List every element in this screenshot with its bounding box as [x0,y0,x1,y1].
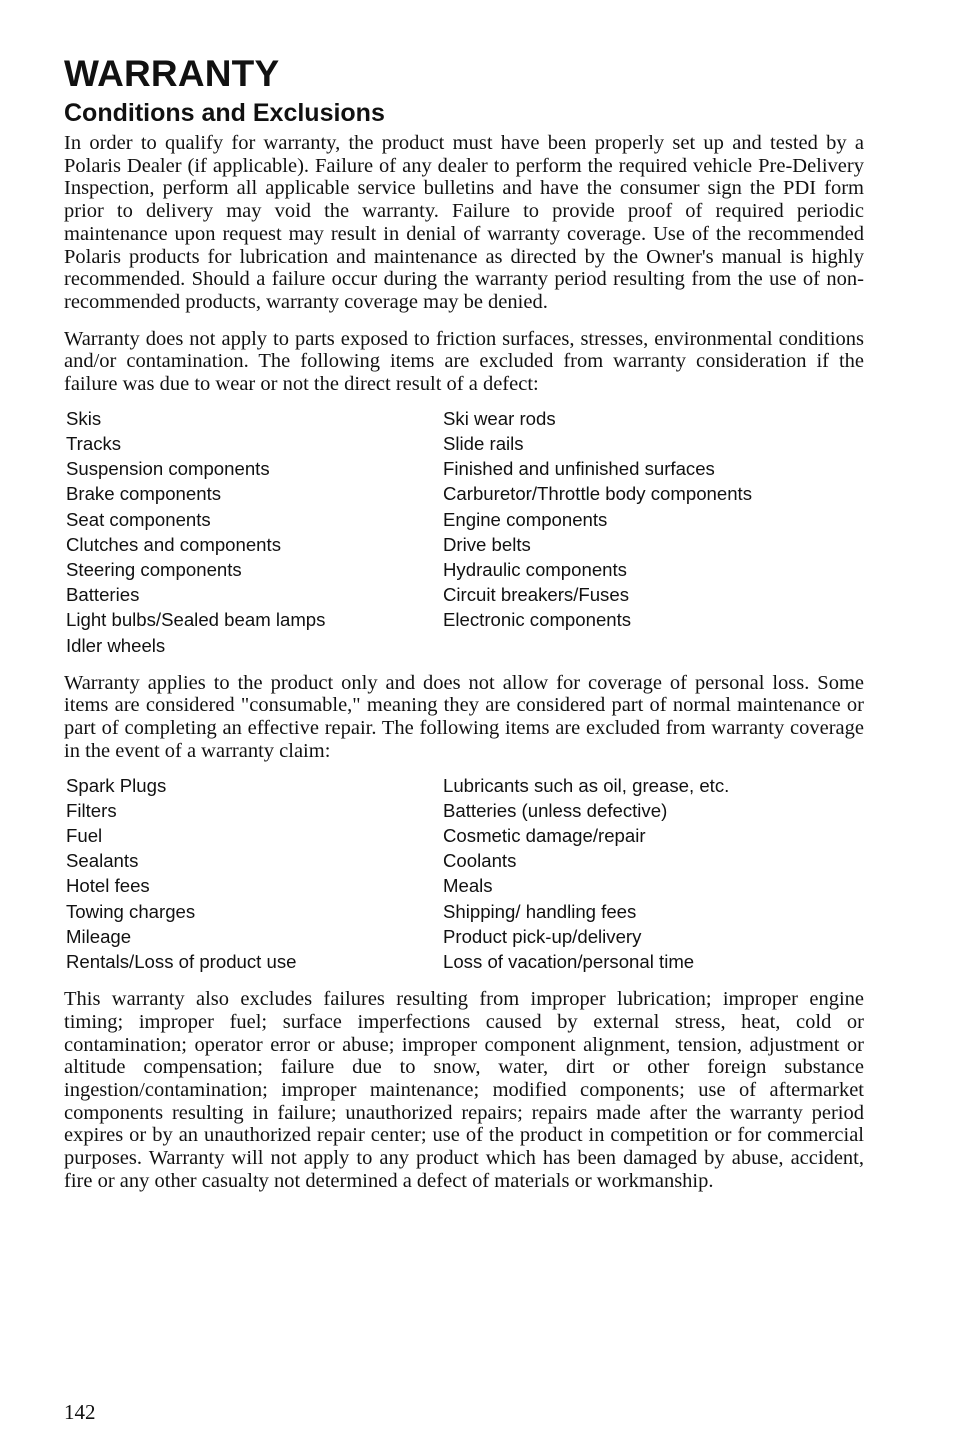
list-item: Ski wear rods [443,407,556,429]
wear-items-list [66,406,864,658]
list-item: Mileage [66,925,132,947]
page-number: 142 [64,1400,96,1424]
list-item: Sealants [66,850,139,872]
list-item: Spark Plugs [66,774,167,796]
list-item: Clutches and components [66,533,281,555]
list-item: Shipping/ handling fees [443,900,637,922]
list-item: Light bulbs/Sealed beam lamps [66,609,326,631]
list-item: Coolants [443,850,517,872]
list-item: Brake components [66,483,222,505]
list-item: Skis [66,407,102,429]
page-title: WARRANTY [64,53,280,94]
list-item: Lubricants such as oil, grease, etc. [443,774,730,796]
list-item: Carburetor/Throttle body components [443,483,753,505]
document-page [64,52,864,1193]
list-item: Towing charges [66,900,196,922]
list-item: Seat components [66,508,211,530]
list-item: Batteries [66,584,140,606]
list-item: Loss of vacation/personal time [443,951,695,972]
list-item: Hydraulic components [443,558,627,580]
list-item: Finished and unfinished surfaces [443,458,715,480]
list-item: Filters [66,799,117,821]
list-item: Electronic components [443,609,632,631]
list-item: Cosmetic damage/repair [443,824,646,846]
list-item: Steering components [66,558,242,580]
list-item: Meals [443,875,493,897]
additional-exclusions-paragraph: This warranty also excludes failures resulting from improper lubrication; improper engine timing; improper fuel; surface imperfections caused by external stress, heat, cold or contamination; operator error or abuse; improper component alignment, tension, adjustment or altitude compensation; failure due to snow, water, dirt or other foreign substance ingestion/contamination; improper maintenance; modified components; use of aftermarket components resulting in failure; unauthorized repairs; repairs made after the warranty period expires or by an unauthorized repair center; use of the product in competition or for commercial purposes. Warranty will not apply to any product which has been damaged by abuse, accident, fire or any other casualty not determined a defect of materials or workmanship. [64,988,864,1192]
list-item: Suspension components [66,458,270,480]
list-item: Idler wheels [66,634,166,656]
list-item: Fuel [66,824,103,846]
list-item: Hotel fees [66,875,150,897]
list-item: Rentals/Loss of product use [66,951,297,972]
qualification-paragraph: In order to qualify for warranty, the product must have been properly set up and tested by a Polaris Dealer (if applicable). Failure of any dealer to perform the required vehicle Pre-Delivery Inspection, perform all applicable service bulletins and have the consumer sign the PDI form prior to delivery may void the warranty. Failure to provide proof of required periodic maintenance upon request may result in denial of warranty coverage. Use of the recommended Polaris products for lubrication and maintenance as directed by the Owner's manual is highly recommended. Should a failure occur during the warranty period resulting from the use of non-recommended products, warranty coverage may be denied. [64,132,864,313]
consumable-exclusion-paragraph: Warranty applies to the product only and does not allow for coverage of personal loss. Some items are considered "consumable," meaning they are considered part of normal maintenance or part of completing an effective repair. The following items are excluded from warranty coverage in the event of a warranty claim: [64,671,864,762]
consumable-items-list [66,773,864,975]
list-item: Product pick-up/delivery [443,925,642,947]
list-item: Slide rails [443,432,524,454]
list-item: Batteries (unless defective) [443,799,668,821]
list-item: Drive belts [443,533,531,555]
section-heading: Conditions and Exclusions [64,99,385,127]
wear-exclusion-paragraph: Warranty does not apply to parts exposed to friction surfaces, stresses, environmental conditions and/or contamination. The following items are excluded from warranty consideration if the failure was due to wear or not the direct result of a defect: [64,327,864,396]
list-item: Engine components [443,508,608,530]
list-item: Circuit breakers/Fuses [443,584,629,606]
list-item: Tracks [66,432,122,454]
